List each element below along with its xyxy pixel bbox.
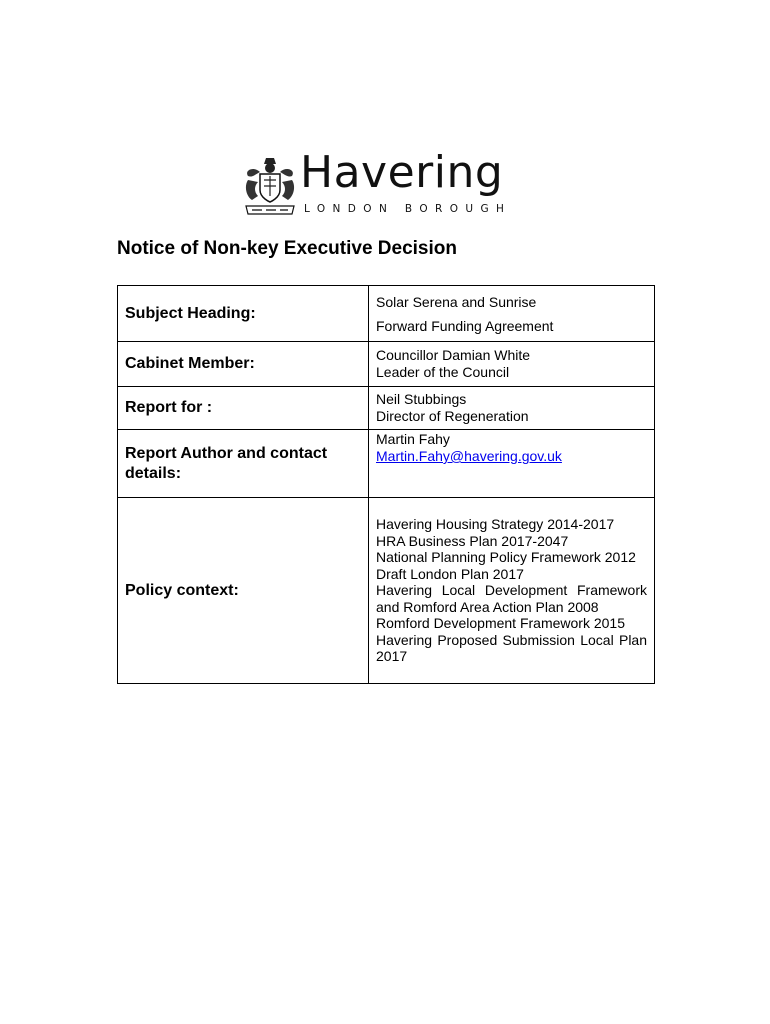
notice-title: Notice of Non-key Executive Decision [117,238,457,259]
subject-heading-value [369,286,655,342]
policy-item: Draft London Plan 2017 [376,565,524,582]
policy-context-value [369,498,655,684]
report-author-label-line-2: details: [125,464,182,482]
policy-item: Havering Proposed Submission Local Plan 2017 [376,631,647,665]
report-author-value [369,430,655,498]
policy-item: Havering Housing Strategy 2014-2017 [376,516,615,533]
table-row [118,430,655,498]
report-for-role: Director of Regeneration [376,408,529,424]
subject-heading-label: Subject Heading: [118,286,369,342]
report-author-email-link[interactable]: Martin.Fahy@havering.gov.uk [376,448,562,464]
decision-details-table [117,285,655,684]
cabinet-member-value [369,342,655,387]
cabinet-member-label: Cabinet Member: [118,342,369,387]
cabinet-member-name: Councillor Damian White [376,347,531,363]
policy-item: Romford Development Framework 2015 [376,615,625,632]
report-author-label [118,430,369,498]
havering-logo [242,147,522,218]
policy-item: HRA Business Plan 2017-2047 [376,532,569,549]
table-row [118,387,655,430]
subject-line-1: Solar Serena and Sunrise [376,293,537,310]
policy-item: National Planning Policy Framework 2012 [376,549,636,566]
borough-crest-icon [242,156,298,218]
policy-item: Havering Local Development Framework and Romford Area Action Plan 2008 [376,582,647,615]
cabinet-member-role: Leader of the Council [376,364,510,380]
table-row [118,286,655,342]
report-for-label: Report for : [118,387,369,430]
report-for-name: Neil Stubbings [376,391,467,407]
report-author-name: Martin Fahy [376,431,450,447]
subject-line-2: Forward Funding Agreement [376,317,554,334]
report-for-value [369,387,655,430]
table-row [118,498,655,684]
report-author-label-line-1: Report Author and contact [125,444,328,462]
table-row [118,342,655,387]
london-borough-text: LONDON BOROUGH [304,203,512,215]
havering-wordmark: Havering [300,147,504,198]
policy-context-label: Policy context: [118,498,369,684]
